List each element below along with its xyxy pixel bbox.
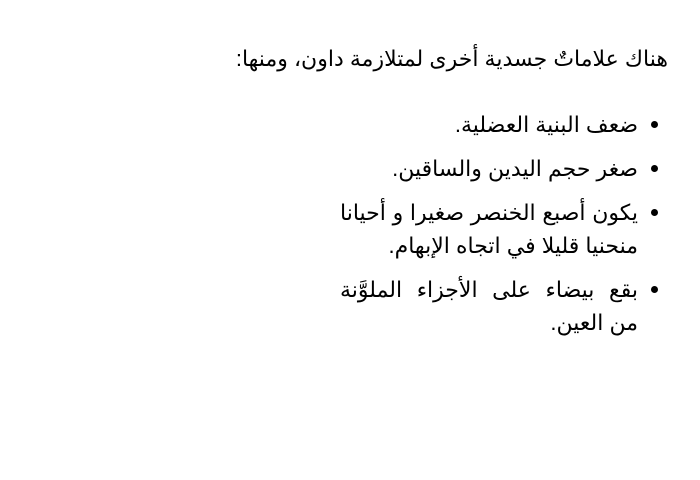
bullet-text: يكون أصبع الخنصر صغيرا و أحيانا منحنيا قليلا في اتجاه الإبهام. xyxy=(340,200,638,258)
bullet-icon xyxy=(651,121,658,128)
bullet-list xyxy=(340,108,660,350)
bullet-icon xyxy=(651,165,658,172)
list-item xyxy=(340,196,660,262)
list-item xyxy=(340,273,660,339)
list-item xyxy=(340,152,660,185)
bullet-text: بقع بيضاء على الأجزاء الملوَّنة من العين. xyxy=(340,277,638,335)
intro-text: هناك علاماتٌ جسدية أخرى لمتلازمة داون، ومنها: xyxy=(235,46,668,71)
bullet-text: صغر حجم اليدين والساقين. xyxy=(392,156,638,181)
bullet-text: ضعف البنية العضلية. xyxy=(454,112,638,137)
bullet-icon xyxy=(651,286,658,293)
list-item xyxy=(340,108,660,141)
bullet-icon xyxy=(651,209,658,216)
